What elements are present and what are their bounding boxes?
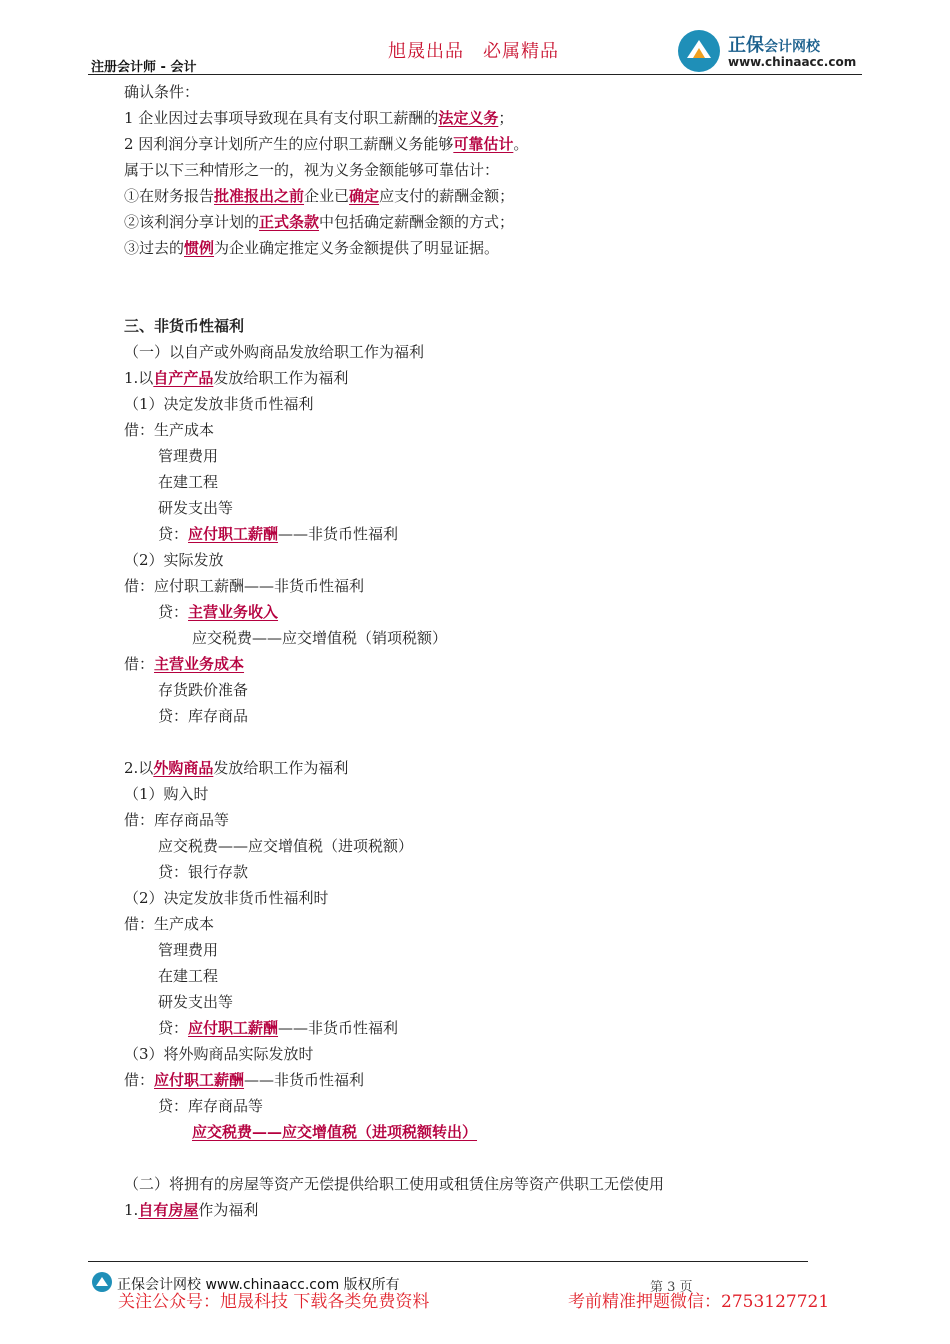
footer-copyright: 正保会计网校 www.chinaacc.com 版权所有 bbox=[117, 1277, 400, 1293]
page-number: 第 3 页 bbox=[650, 1280, 693, 1295]
document-title: 注册会计师 - 会计 bbox=[91, 60, 197, 75]
journal-debit: 借：生产成本 bbox=[124, 915, 215, 933]
key-term: 主营业务收入 bbox=[188, 603, 279, 621]
journal-debit-item: 管理费用 bbox=[158, 941, 219, 959]
journal-credit: 贷：库存商品等 bbox=[158, 1097, 264, 1115]
text-line: （2）决定发放非货币性福利时 bbox=[124, 889, 329, 907]
text-line: ①在财务报告批准报出之前企业已确定应支付的薪酬金额； bbox=[124, 187, 515, 205]
text-line: （1）决定发放非货币性福利 bbox=[124, 395, 314, 413]
key-term: 应交税费——应交增值税（进项税额转出） bbox=[192, 1123, 478, 1141]
key-term: 可靠估计 bbox=[453, 135, 514, 153]
text-line: ②该利润分享计划的正式条款中包括确定薪酬金额的方式； bbox=[124, 213, 515, 231]
text-line: ③过去的惯例为企业确定推定义务金额提供了明显证据。 bbox=[124, 239, 500, 257]
journal-credit: 贷：应付职工薪酬——非货币性福利 bbox=[158, 1019, 399, 1037]
key-term: 应付职工薪酬 bbox=[154, 1071, 245, 1089]
brand-logo bbox=[678, 28, 868, 74]
key-term: 自有房屋 bbox=[138, 1201, 199, 1219]
journal-credit: 贷：银行存款 bbox=[158, 863, 249, 881]
key-term: 惯例 bbox=[184, 239, 215, 257]
watermark-left: 关注公众号：旭晟科技 下载各类免费资料 bbox=[118, 1292, 430, 1312]
text-line: 1 企业因过去事项导致现在具有支付职工薪酬的法定义务； bbox=[124, 109, 514, 127]
blank-line bbox=[124, 729, 804, 755]
journal-debit: 借：主营业务成本 bbox=[124, 655, 245, 673]
text-line: （一）以自产或外购商品发放给职工作为福利 bbox=[124, 343, 425, 361]
blank-line bbox=[124, 261, 804, 287]
key-term: 批准报出之前 bbox=[214, 187, 305, 205]
text-line: （3）将外购商品实际发放时 bbox=[124, 1045, 314, 1063]
text-line: 2 因利润分享计划所产生的应付职工薪酬义务能够可靠估计。 bbox=[124, 135, 529, 153]
text-line: （二）将拥有的房屋等资产无偿提供给职工使用或租赁住房等资产供职工无偿使用 bbox=[124, 1175, 665, 1193]
key-term: 自产产品 bbox=[153, 369, 214, 387]
logo-name bbox=[728, 31, 820, 57]
logo-name-sub: 会计网校 bbox=[764, 39, 820, 55]
journal-debit-item: 存货跌价准备 bbox=[158, 681, 249, 699]
journal-credit-item bbox=[124, 1119, 804, 1145]
footer-divider bbox=[88, 1261, 808, 1262]
header-divider bbox=[88, 74, 862, 75]
document-body bbox=[124, 79, 804, 1223]
journal-debit: 借：库存商品等 bbox=[124, 811, 230, 829]
footer-logo-icon bbox=[92, 1272, 112, 1292]
key-term: 应付职工薪酬 bbox=[188, 525, 279, 543]
key-term: 外购商品 bbox=[153, 759, 214, 777]
watermark-right: 考前精准押题微信：2753127721 bbox=[568, 1292, 830, 1312]
section-heading: 三、非货币性福利 bbox=[124, 317, 245, 335]
journal-debit-item: 在建工程 bbox=[158, 473, 219, 491]
logo-url: www.chinaacc.com bbox=[728, 55, 857, 69]
journal-debit: 借：应付职工薪酬——非货币性福利 bbox=[124, 1071, 365, 1089]
text-line: 1.以自产产品发放给职工作为福利 bbox=[124, 369, 349, 387]
journal-credit: 贷：应付职工薪酬——非货币性福利 bbox=[158, 525, 399, 543]
text-line: 1.自有房屋作为福利 bbox=[124, 1201, 259, 1219]
blank-line bbox=[124, 287, 804, 313]
key-term: 主营业务成本 bbox=[154, 655, 245, 673]
journal-debit: 借：生产成本 bbox=[124, 421, 215, 439]
blank-line bbox=[124, 1145, 804, 1171]
key-term: 正式条款 bbox=[259, 213, 320, 231]
text-line: 确认条件： bbox=[124, 83, 200, 101]
journal-debit: 借：应付职工薪酬——非货币性福利 bbox=[124, 577, 365, 595]
journal-credit: 贷：主营业务收入 bbox=[158, 603, 279, 621]
journal-credit-item: 应交税费——应交增值税（销项税额） bbox=[192, 629, 448, 647]
text-line: （2）实际发放 bbox=[124, 551, 224, 569]
journal-debit-item: 研发支出等 bbox=[158, 499, 234, 517]
key-term: 应付职工薪酬 bbox=[188, 1019, 279, 1037]
header-slogan: 旭晟出品 必属精品 bbox=[388, 41, 559, 62]
journal-debit-item: 在建工程 bbox=[158, 967, 219, 985]
journal-debit-item: 管理费用 bbox=[158, 447, 219, 465]
logo-mark-icon bbox=[678, 30, 720, 72]
text-line: （1）购入时 bbox=[124, 785, 209, 803]
journal-credit: 贷：库存商品 bbox=[158, 707, 249, 725]
key-term: 确定 bbox=[349, 187, 380, 205]
key-term: 法定义务 bbox=[438, 109, 499, 127]
logo-name-main: 正保 bbox=[728, 35, 764, 56]
journal-debit-item: 应交税费——应交增值税（进项税额） bbox=[158, 837, 414, 855]
text-line: 2.以外购商品发放给职工作为福利 bbox=[124, 759, 349, 777]
text-line: 属于以下三种情形之一的，视为义务金额能够可靠估计： bbox=[124, 161, 500, 179]
journal-debit-item: 研发支出等 bbox=[158, 993, 234, 1011]
